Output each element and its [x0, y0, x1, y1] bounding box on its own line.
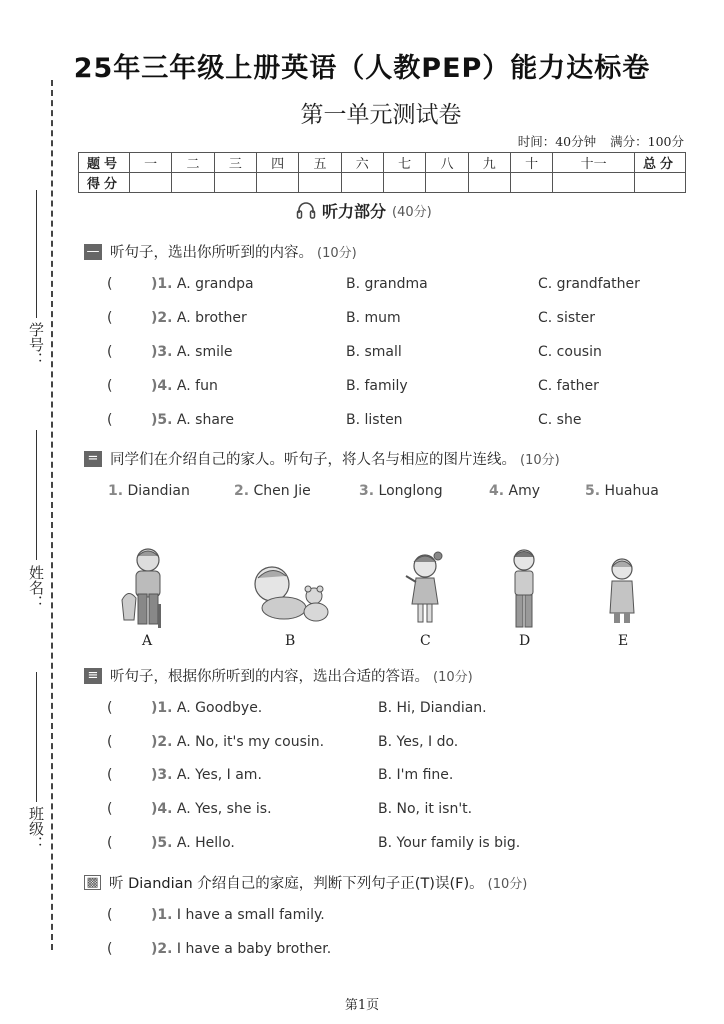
binding-dashed-line [51, 80, 53, 950]
score-cell[interactable] [553, 173, 635, 193]
name-text: Diandian [127, 483, 190, 499]
answer-paren[interactable]: ( [107, 767, 113, 783]
name-item [489, 483, 540, 499]
score-table-score-row [79, 173, 686, 193]
option-c: C. father [538, 378, 599, 394]
picture-label-c: C [420, 633, 431, 649]
girl-picture [400, 548, 450, 628]
section2-points: (10分) [520, 453, 560, 468]
section3-heading [84, 665, 473, 686]
section4-number-badge: ▩ [84, 875, 101, 890]
option-b: B. No, it isn't. [378, 801, 473, 817]
listening-points: (40分) [392, 204, 432, 220]
name-number: 3. [359, 483, 375, 499]
class-label: 班级： [27, 806, 45, 851]
answer-paren[interactable]: ( [107, 276, 113, 292]
option-a: A. Goodbye. [176, 700, 263, 716]
score-header: 五 [299, 153, 341, 173]
name-text: Huahua [604, 483, 659, 499]
document-title: 25年三年级上册英语（人教PEP）能力达标卷 [73, 53, 651, 84]
option-a: A. smile [176, 344, 233, 360]
question-row [151, 700, 262, 716]
score-header: 二 [172, 153, 214, 173]
listening-title: 听力部分 [322, 201, 387, 221]
score-header: 十 [510, 153, 552, 173]
option-b: B. mum [346, 310, 401, 326]
question-row [151, 276, 254, 292]
time-info [504, 132, 684, 150]
section2-number-badge: = [84, 451, 102, 467]
name-text: Longlong [378, 483, 443, 499]
option-a: A. fun [176, 378, 218, 394]
score-header: 七 [383, 153, 425, 173]
section3-number-badge: ≡ [84, 668, 102, 684]
score-header: 九 [468, 153, 510, 173]
student-no-line [36, 190, 37, 318]
question-number: )1. [151, 907, 173, 923]
question-number: )3. [151, 344, 173, 360]
name-number: 2. [234, 483, 250, 499]
question-number: )1. [151, 700, 173, 716]
question-number: )1. [151, 276, 173, 292]
question-number: )5. [151, 412, 173, 428]
answer-paren[interactable]: ( [107, 907, 113, 923]
answer-paren[interactable]: ( [107, 412, 113, 428]
answer-paren[interactable]: ( [107, 310, 113, 326]
grandma-picture [604, 555, 640, 625]
question-row [151, 835, 235, 851]
baby-picture [244, 560, 336, 626]
question-number: )2. [151, 941, 173, 957]
option-b: B. I'm fine. [378, 767, 454, 783]
answer-paren[interactable]: ( [107, 801, 113, 817]
option-a: A. grandpa [176, 276, 254, 292]
question-row [151, 734, 324, 750]
listening-heading [296, 198, 432, 222]
section4-points: (10分) [487, 877, 528, 892]
answer-paren[interactable]: ( [107, 941, 113, 957]
question-number: )3. [151, 767, 173, 783]
section1-number-badge: — [84, 244, 102, 260]
option-a: A. Yes, she is. [176, 801, 272, 817]
section3-points: (10分) [433, 670, 473, 685]
full-score-label: 满分：100分 [610, 134, 684, 149]
option-b: B. Yes, I do. [378, 734, 459, 750]
question-number: )2. [151, 310, 173, 326]
score-table-header-row [79, 153, 686, 173]
question-number: )4. [151, 801, 173, 817]
page-number: 第1页 [344, 998, 380, 1013]
option-c: C. sister [538, 310, 596, 326]
score-header: 十一 [553, 153, 635, 173]
picture-label-a: A [142, 633, 153, 649]
name-item [108, 483, 190, 499]
score-cell[interactable] [510, 173, 552, 193]
class-line [36, 672, 37, 802]
option-b: B. small [346, 344, 402, 360]
section2-instruction: 同学们在介绍自己的家人。听句子，将人名与相应的图片连线。 [110, 452, 516, 468]
score-header: 八 [426, 153, 468, 173]
option-a: A. Hello. [176, 835, 235, 851]
name-item [359, 483, 443, 499]
name-number: 1. [108, 483, 124, 499]
score-header-total: 总分 [635, 153, 686, 173]
question-row [151, 378, 218, 394]
score-cell[interactable] [214, 173, 256, 193]
statement-text: I have a small family. [176, 907, 325, 923]
score-cell[interactable] [468, 173, 510, 193]
headphone-icon [296, 201, 316, 219]
section1-heading [84, 241, 357, 262]
question-row [151, 801, 272, 817]
statement-row [151, 941, 331, 957]
option-c: C. cousin [538, 344, 602, 360]
option-b: B. listen [346, 412, 403, 428]
score-table [78, 152, 686, 193]
section1-points: (10分) [317, 246, 357, 261]
score-cell[interactable] [172, 173, 214, 193]
boy-picture [506, 546, 542, 632]
name-text: Chen Jie [253, 483, 311, 499]
section4-instruction: 听 Diandian 介绍自己的家庭，判断下列句子正(T)误(F)。 [109, 876, 484, 892]
time-label: 时间：40分钟 [517, 134, 597, 149]
score-cell[interactable] [635, 173, 686, 193]
student-no-label: 学号： [27, 322, 45, 367]
score-header: 六 [341, 153, 383, 173]
answer-paren[interactable]: ( [107, 344, 113, 360]
score-header: 四 [256, 153, 298, 173]
section3-instruction: 听句子，根据你所听到的内容，选出合适的答语。 [110, 669, 429, 685]
question-row [151, 767, 262, 783]
score-cell[interactable] [256, 173, 298, 193]
unit-title: 第一单元测试卷 [300, 102, 462, 128]
question-number: )5. [151, 835, 173, 851]
statement-row [151, 907, 325, 923]
option-b: B. family [346, 378, 408, 394]
picture-label-b: B [285, 633, 296, 649]
score-table-row1-label: 题号 [79, 153, 130, 173]
score-header: 三 [214, 153, 256, 173]
name-label: 姓名： [27, 565, 45, 610]
picture-label-d: D [519, 633, 531, 649]
picture-label-e: E [618, 633, 629, 649]
statement-text: I have a baby brother. [176, 941, 332, 957]
answer-paren[interactable]: ( [107, 378, 113, 394]
name-item [585, 483, 659, 499]
question-row [151, 412, 234, 428]
score-cell[interactable] [426, 173, 468, 193]
score-cell[interactable] [341, 173, 383, 193]
option-a: A. brother [176, 310, 247, 326]
name-line [36, 430, 37, 560]
option-b: B. grandma [346, 276, 428, 292]
question-row [151, 344, 232, 360]
score-cell[interactable] [130, 173, 172, 193]
score-cell[interactable] [383, 173, 425, 193]
answer-paren[interactable]: ( [107, 734, 113, 750]
name-item [234, 483, 311, 499]
answer-paren[interactable]: ( [107, 700, 113, 716]
score-cell[interactable] [299, 173, 341, 193]
question-row [151, 310, 247, 326]
section4-heading [84, 872, 527, 893]
question-number: )2. [151, 734, 173, 750]
answer-paren[interactable]: ( [107, 835, 113, 851]
option-a: A. No, it's my cousin. [176, 734, 325, 750]
option-a: A. Yes, I am. [176, 767, 262, 783]
section2-heading [84, 448, 560, 469]
option-c: C. she [538, 412, 582, 428]
name-text: Amy [508, 483, 541, 499]
option-b: B. Your family is big. [378, 835, 521, 851]
grandpa-picture [112, 544, 182, 632]
question-number: )4. [151, 378, 173, 394]
name-number: 4. [489, 483, 505, 499]
option-b: B. Hi, Diandian. [378, 700, 487, 716]
section1-instruction: 听句子，选出你所听到的内容。 [110, 245, 313, 261]
name-number: 5. [585, 483, 601, 499]
score-table-row2-label: 得分 [79, 173, 130, 193]
option-c: C. grandfather [538, 276, 640, 292]
score-header: 一 [130, 153, 172, 173]
option-a: A. share [176, 412, 234, 428]
